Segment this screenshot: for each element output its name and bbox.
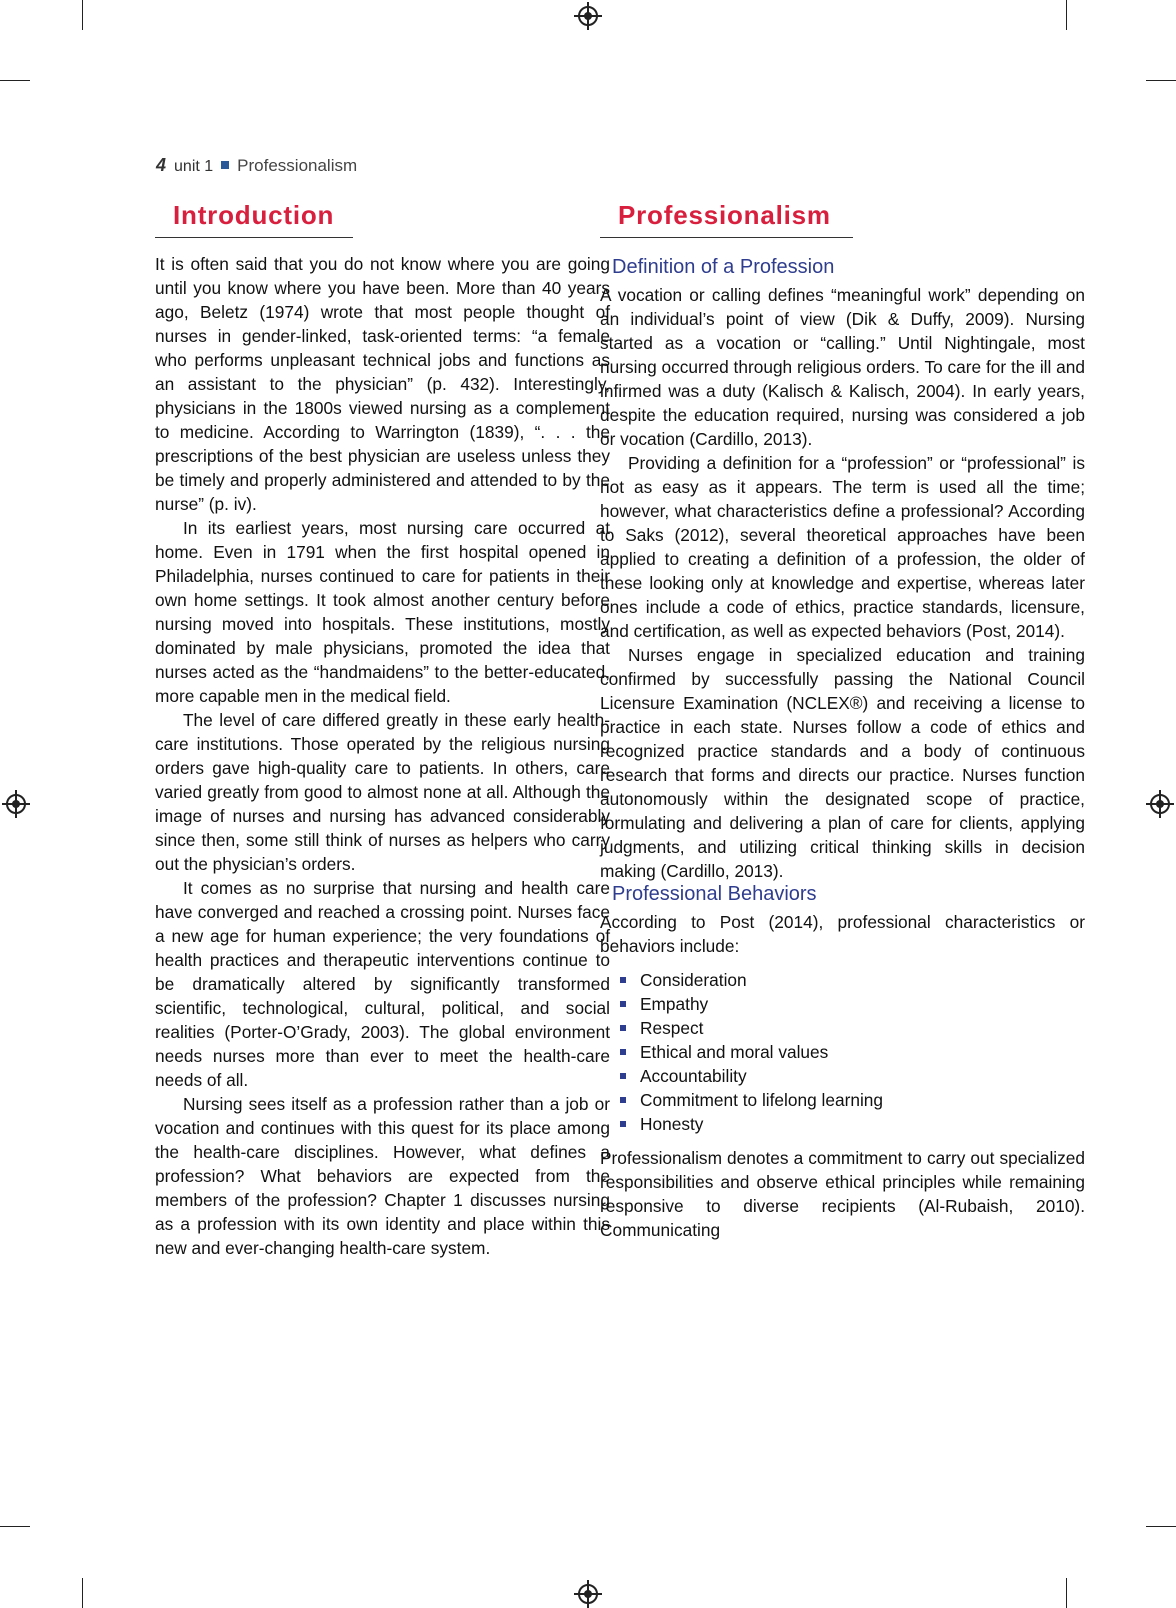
square-bullet-icon [221,161,229,169]
list-item [620,1064,1085,1088]
crop-mark-bottom-right [1066,1578,1067,1608]
list-item [620,968,1085,992]
professionalism-body [600,256,1085,1242]
running-header [156,155,357,176]
behaviors-heading: Professional Behaviors [612,883,817,905]
definition-paragraph: Nurses engage in specialized education and training confirmed by successfully passing the National Council Licensure Examination (NCLEX®) and receiving a license to practice in each state. Nurses follow a code of ethics and recognized practice standards and a body of continuous research that forms and directs our practice. Nurses function autonomously within the designated scope of practice, formulating and delivering a plan of care for clients, applying judgments, and utilizing critical thinking skills in decision making (Cardillo, 2013). [600,645,1085,881]
introduction-paragraph: It is often said that you do not know where you are going until you know where you have been. More than 40 years ago, Beletz (1974) wrote that most people thought of nurses in gender-linked, task-oriented terms: “a female who performs unpleasant technical jobs and functions as an assistant to the physician” (p. 432). Interestingly, physicians in the 1800s viewed nursing as a complement to medicine. According to Warrington (1839), “. . . the prescriptions of the best physician are useless unless they be timely and properly administered and attended to by the nurse” (p. iv). [155,254,610,514]
page-number: 4 [156,155,167,175]
crop-mark-bottom-left [82,1578,83,1608]
list-item-label: Consideration [640,970,747,990]
bullet-icon [620,1097,626,1103]
bullet-icon [620,1073,626,1079]
introduction-paragraph: Nursing sees itself as a profession rather than a job or vocation and continues with this quest for its place among the health-care disciplines. However, what defines a profession? What behaviors are expected from the members of the profession? Chapter 1 discusses nursing as a profession with its own identity and place within this new and ever-changing health-care system. [155,1094,610,1258]
list-item-label: Commitment to lifelong learning [640,1090,884,1110]
crop-mark-top-right [1066,0,1067,30]
behaviors-list [620,968,1085,1136]
definition-paragraph: A vocation or calling defines “meaningful work” depending on an individual’s point of view (Dik & Duffy, 2009). Nursing started as a vocation or “calling.” Until Nightingale, most nursing occurred through religious orders. To care for the ill and infirmed was a duty (Kalisch & Kalisch, 2004). In early years, despite the education required, nursing was considered a job or vocation (Cardillo, 2013). [600,285,1085,449]
right-column [600,200,1085,1242]
crop-mark-right-top [1146,80,1176,81]
unit-label: unit 1 [174,158,214,175]
bullet-icon [620,1121,626,1127]
left-column [155,200,610,1260]
bullet-icon [620,1025,626,1031]
registration-mark-right-icon [1150,794,1170,814]
crop-mark-left-top [0,80,30,81]
crop-mark-left-bottom [0,1526,30,1527]
list-item [620,1088,1085,1112]
registration-mark-bottom-icon [578,1584,598,1604]
list-item [620,1016,1085,1040]
crop-mark-top-left [82,0,83,30]
list-item-label: Ethical and moral values [640,1042,829,1062]
bullet-icon [620,1001,626,1007]
list-item [620,1040,1085,1064]
definition-heading: Definition of a Profession [612,256,835,278]
list-item-label: Accountability [640,1066,747,1086]
list-item-label: Respect [640,1018,704,1038]
crop-mark-right-bottom [1146,1526,1176,1527]
list-item [620,1112,1085,1136]
list-item-label: Empathy [640,994,709,1014]
behaviors-intro: According to Post (2014), professional characteristics or behaviors include: [600,912,1085,956]
definition-paragraph: Providing a definition for a “profession” or “professional” is not as easy as it appears. The term is used all the time; however, what characteristics define a professional? According to Saks (2012), several theoretical approaches have been applied to creating a definition of a profession, the older of these looking only at knowledge and expertise, whereas later ones include a code of ethics, practice standards, licensure, and certification, as well as expected behaviors (Post, 2014). [600,453,1085,641]
introduction-title: Introduction [155,200,353,238]
introduction-paragraph: In its earliest years, most nursing care occurred at home. Even in 1791 when the first hospital opened in Philadelphia, nurses continued to care for patients in their own home settings. It took almost another century before nursing moved into hospitals. These institutions, mostly dominated by male physicians, promoted the idea that nurses acted as the “handmaidens” to the better-educated, more capable men in the medical field. [155,518,610,706]
section-label: Professionalism [237,156,358,175]
bullet-icon [620,977,626,983]
introduction-body [155,252,610,1260]
behaviors-closing-paragraph: Professionalism denotes a commitment to carry out specialized responsibilities and observe ethical principles while remaining responsive to diverse recipients (Al-Rubaish, 2010). Communicating [600,1148,1085,1240]
introduction-paragraph: The level of care differed greatly in these early health-care institutions. Those operated by the religious nursing orders gave high-quality care to patients. In others, care varied greatly from good to almost none at all. Although the image of nurses and nursing has advanced considerably since then, some still think of nurses as helpers who carry out the physician’s orders. [155,710,610,874]
list-item [620,992,1085,1016]
registration-mark-top-icon [578,6,598,26]
professionalism-title: Professionalism [600,200,853,238]
list-item-label: Honesty [640,1114,704,1134]
introduction-paragraph: It comes as no surprise that nursing and health care have converged and reached a crossing point. Nurses face a new age for human experience; the very foundations of health practices and therapeutic interventions continue to be dramatically altered by significantly transformed scientific, technological, cultural, political, and social realities (Porter-O’Grady, 2003). The global environment needs nurses more than ever to meet the health-care needs of all. [155,878,610,1090]
registration-mark-left-icon [6,794,26,814]
bullet-icon [620,1049,626,1055]
